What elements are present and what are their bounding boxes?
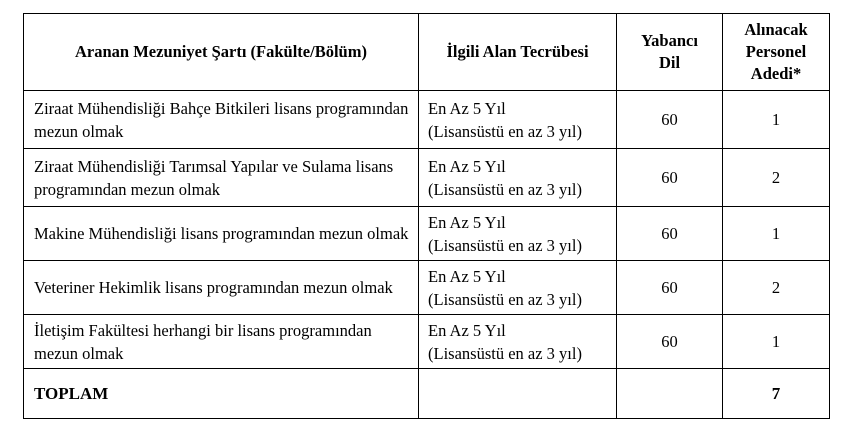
recruitment-table-container — [23, 13, 830, 419]
total-value: 7 — [723, 369, 830, 419]
experience-text: En Az 5 Yıl — [428, 266, 506, 286]
header-graduation-requirement: Aranan Mezuniyet Şartı (Fakülte/Bölüm) — [24, 14, 419, 91]
experience-note: (Lisansüstü en az 3 yıl) — [428, 121, 582, 141]
experience-text: En Az 5 Yıl — [428, 156, 506, 176]
table-row — [24, 91, 830, 149]
personnel-count-cell: 1 — [723, 91, 830, 149]
table-row — [24, 207, 830, 261]
header-personnel-count-line: Alınacak — [744, 20, 808, 39]
requirement-cell: Veteriner Hekimlik lisans programından mezun olmak — [24, 261, 419, 315]
table-row — [24, 315, 830, 369]
personnel-count-cell: 1 — [723, 207, 830, 261]
header-foreign-language-line: Dil — [658, 53, 681, 72]
language-score-cell: 60 — [617, 207, 723, 261]
personnel-count-cell: 1 — [723, 315, 830, 369]
table-header-row — [24, 14, 830, 91]
experience-text: En Az 5 Yıl — [428, 320, 506, 340]
table-row — [24, 261, 830, 315]
experience-cell — [419, 149, 617, 207]
header-personnel-count-line: Adedi* — [750, 64, 802, 83]
header-foreign-language — [617, 14, 723, 91]
experience-note: (Lisansüstü en az 3 yıl) — [428, 235, 582, 255]
language-score-cell: 60 — [617, 91, 723, 149]
experience-text: En Az 5 Yıl — [428, 212, 506, 232]
experience-cell — [419, 91, 617, 149]
experience-cell — [419, 207, 617, 261]
language-score-cell: 60 — [617, 149, 723, 207]
header-field-experience: İlgili Alan Tecrübesi — [419, 14, 617, 91]
personnel-count-cell: 2 — [723, 149, 830, 207]
requirement-cell: Ziraat Mühendisliği Tarımsal Yapılar ve Sulama lisans programından mezun olmak — [24, 149, 419, 207]
experience-cell — [419, 261, 617, 315]
requirement-cell: İletişim Fakültesi herhangi bir lisans programından mezun olmak — [24, 315, 419, 369]
header-personnel-count — [723, 14, 830, 91]
language-score-cell: 60 — [617, 315, 723, 369]
experience-note: (Lisansüstü en az 3 yıl) — [428, 343, 582, 363]
total-row — [24, 369, 830, 419]
table-row — [24, 149, 830, 207]
experience-text: En Az 5 Yıl — [428, 98, 506, 118]
personnel-count-cell: 2 — [723, 261, 830, 315]
experience-note: (Lisansüstü en az 3 yıl) — [428, 289, 582, 309]
header-foreign-language-line: Yabancı — [641, 31, 698, 50]
header-personnel-count-line: Personel — [745, 42, 807, 61]
total-empty-cell — [419, 369, 617, 419]
recruitment-table — [23, 13, 830, 419]
total-label: TOPLAM — [24, 369, 419, 419]
requirement-cell: Makine Mühendisliği lisans programından mezun olmak — [24, 207, 419, 261]
requirement-cell: Ziraat Mühendisliği Bahçe Bitkileri lisans programından mezun olmak — [24, 91, 419, 149]
experience-cell — [419, 315, 617, 369]
total-empty-cell — [617, 369, 723, 419]
language-score-cell: 60 — [617, 261, 723, 315]
experience-note: (Lisansüstü en az 3 yıl) — [428, 179, 582, 199]
